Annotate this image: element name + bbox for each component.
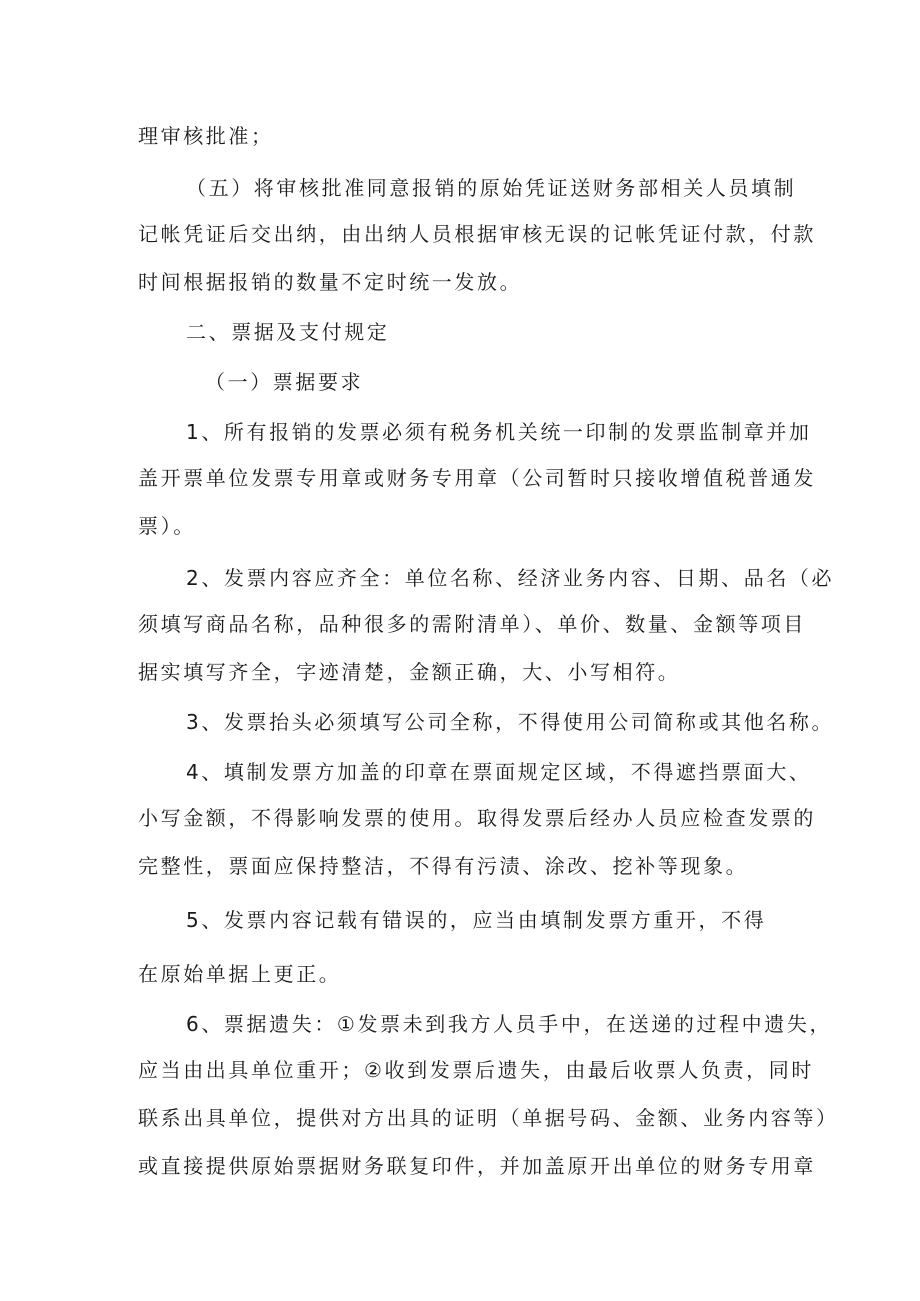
text-line: 或直接提供原始票据财务联复印件，并加盖原开出单位的财务专用章 <box>138 1154 816 1178</box>
text-line: 应当由出具单位重开；②收到发票后遗失，由最后收票人负责，同时 <box>138 1058 814 1082</box>
text-line: 票）。 <box>138 514 196 538</box>
text-line: 联系出具单位，提供对方出具的证明（单据号码、金额、业务内容等） <box>138 1106 839 1130</box>
subsection-heading: （一）票据要求 <box>205 370 364 394</box>
text-line: 盖开票单位发票专用章或财务专用章（公司暂时只接收增值税普通发 <box>138 466 816 490</box>
text-line: 1、所有报销的发票必须有税务机关统一印制的发票监制章并加 <box>186 420 812 444</box>
text-line: 理审核批准； <box>138 124 274 148</box>
text-line: 完整性，票面应保持整洁，不得有污渍、涂改、挖补等现象。 <box>138 854 749 878</box>
text-line: 记帐凭证后交出纳，由出纳人员根据审核无误的记帐凭证付款，付款 <box>138 222 816 246</box>
text-line: 5、发票内容记载有错误的，应当由填制发票方重开，不得 <box>186 908 767 932</box>
text-line: 时间根据报销的数量不定时统一发放。 <box>138 270 523 294</box>
text-line: 3、发票抬头必须填写公司全称，不得使用公司简称或其他名称。 <box>186 710 835 734</box>
text-line: 6、票据遗失：①发票未到我方人员手中，在送递的过程中遗失， <box>186 1012 833 1036</box>
text-line: （五）将审核批准同意报销的原始凭证送财务部相关人员填制 <box>186 176 797 200</box>
text-line: 小写金额，不得影响发票的使用。取得发票后经办人员应检查发票的 <box>138 806 816 830</box>
section-heading: 二、票据及支付规定 <box>186 320 390 344</box>
text-line: 在原始单据上更正。 <box>138 962 342 986</box>
text-line: 据实填写齐全，字迹清楚，金额正确，大、小写相符。 <box>138 660 681 684</box>
text-line: 2、发票内容应齐全：单位名称、经济业务内容、日期、品名（必 <box>186 566 835 590</box>
text-line: 4、填制发票方加盖的印章在票面规定区域，不得遮挡票面大、 <box>186 760 812 784</box>
text-line: 须填写商品名称，品种很多的需附清单）、单价、数量、金额等项目 <box>138 612 806 636</box>
